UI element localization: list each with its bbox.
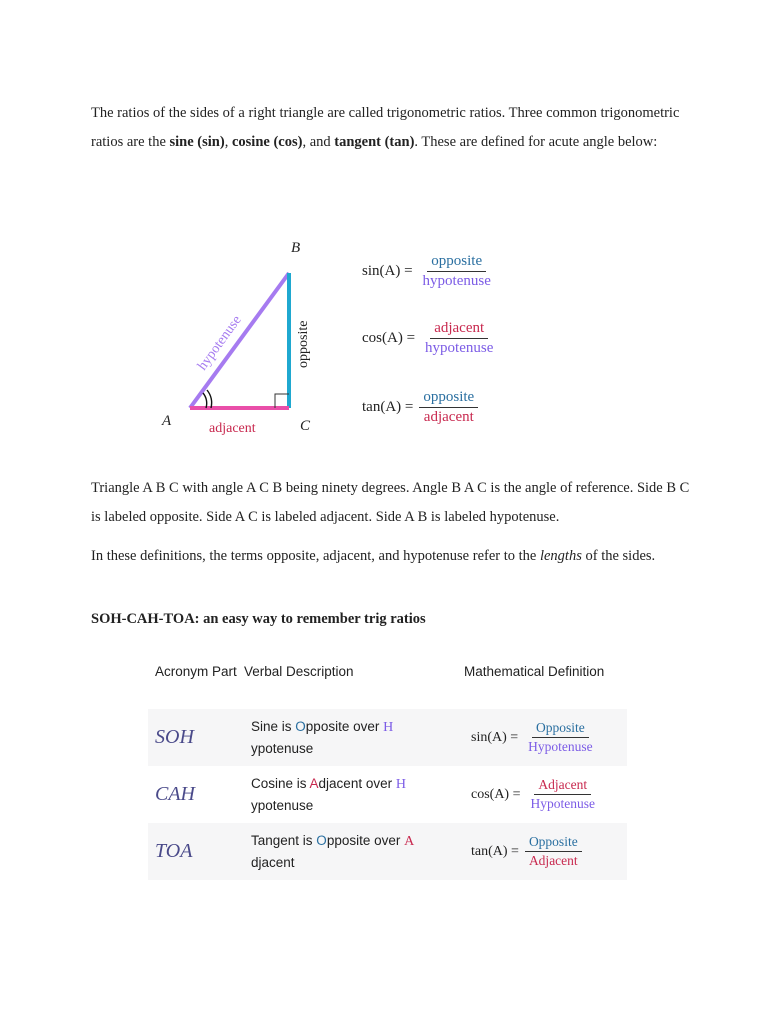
header-verbal: Verbal Description [244, 664, 354, 679]
intro-sep: , and [302, 134, 335, 150]
soh-cah-toa-table [148, 655, 627, 880]
opposite-label: opposite [296, 320, 311, 368]
verbal-text: djacent over [318, 776, 396, 791]
vertex-c-label: C [300, 418, 311, 434]
hypotenuse-label: hypotenuse [195, 312, 245, 374]
acronym-cell: TOA [155, 840, 193, 862]
verbal-cell [251, 716, 471, 759]
fraction [419, 389, 478, 426]
denominator: adjacent [423, 409, 474, 425]
cos-formula [362, 320, 497, 357]
formula-lhs: tan(A) = [471, 843, 519, 859]
triangle-description: Triangle A B C with angle A C B being ninety degrees. Angle B A C is the angle of reference. Side B C is labeled opposite. Side A C is labeled adjacent. Side A B is labeled hypotenuse. [91, 480, 690, 525]
table-row [148, 823, 627, 880]
formula-lhs: cos(A) = [362, 330, 416, 346]
sine-term: sine (sin) [169, 134, 225, 150]
verbal-highlight: H [395, 777, 406, 792]
verbal-text: Sine is [251, 719, 296, 734]
verbal-highlight: O [295, 719, 306, 734]
fraction [421, 320, 497, 357]
formula-lhs: tan(A) = [362, 399, 414, 415]
definition-note [91, 542, 691, 571]
fraction [524, 720, 597, 755]
acronym-cell: SOH [155, 726, 194, 748]
right-triangle-diagram [150, 230, 350, 440]
table-header [148, 655, 627, 709]
intro-text: The ratios of the sides of a right triangle are called trigonometric ratios. Three common trigonometric ratios are the [91, 105, 680, 150]
numerator: opposite [419, 389, 478, 408]
note-text-end: of the sides. [581, 548, 656, 564]
verbal-highlight: A [309, 776, 319, 791]
intro-paragraph [91, 99, 691, 157]
fraction [525, 834, 582, 869]
verbal-text: ypotenuse [251, 741, 314, 756]
vertex-a-label: A [162, 413, 172, 429]
hypotenuse-side [190, 273, 289, 408]
math-cell [471, 777, 627, 812]
note-text: In these definitions, the terms opposite, adjacent, and hypotenuse refer to the [91, 548, 540, 564]
verbal-text: djacent [251, 855, 295, 870]
header-math: Mathematical Definition [464, 664, 605, 679]
formula-lhs: sin(A) = [471, 729, 519, 745]
verbal-cell [251, 830, 471, 873]
vertex-b-label: B [291, 240, 301, 256]
verbal-text: pposite over [326, 833, 405, 848]
tangent-term: tangent (tan) [334, 134, 415, 150]
right-angle-marker [275, 394, 289, 408]
header-acronym: Acronym Part [155, 664, 237, 679]
verbal-text: pposite over [305, 719, 384, 734]
verbal-text: ypotenuse [251, 798, 314, 813]
denominator: Adjacent [528, 853, 578, 868]
verbal-text: Tangent is [251, 833, 317, 848]
denominator: Hypotenuse [530, 796, 595, 811]
numerator: Adjacent [534, 777, 591, 795]
verbal-text: Cosine is [251, 776, 310, 791]
verbal-highlight: H [383, 720, 394, 735]
fraction [419, 253, 495, 290]
math-cell [471, 720, 627, 755]
verbal-highlight: O [316, 833, 327, 848]
intro-text-end: . These are defined for acute angle below: [414, 134, 658, 150]
intro-sep: , [224, 134, 232, 150]
fraction [527, 777, 600, 812]
math-cell [471, 834, 627, 869]
verbal-highlight: A [404, 834, 415, 849]
verbal-cell [251, 773, 471, 816]
angle-arc-marker [203, 393, 207, 408]
numerator: adjacent [430, 320, 488, 339]
cosine-term: cosine (cos) [231, 134, 303, 150]
note-italic: lengths [539, 548, 582, 564]
denominator: hypotenuse [422, 273, 491, 289]
formula-lhs: cos(A) = [471, 786, 521, 802]
tan-formula [362, 389, 478, 426]
angle-arc-marker [207, 390, 212, 408]
formula-lhs: sin(A) = [362, 263, 413, 279]
numerator: Opposite [532, 720, 589, 738]
acronym-cell: CAH [155, 783, 195, 805]
numerator: Opposite [525, 834, 582, 852]
denominator: hypotenuse [425, 340, 494, 356]
table-row [148, 709, 627, 766]
adjacent-label: adjacent [209, 421, 256, 436]
numerator: opposite [427, 253, 486, 272]
table-row [148, 766, 627, 823]
denominator: Hypotenuse [528, 739, 593, 754]
section-heading: SOH-CAH-TOA: an easy way to remember trig ratios [91, 611, 426, 627]
sin-formula [362, 253, 495, 290]
